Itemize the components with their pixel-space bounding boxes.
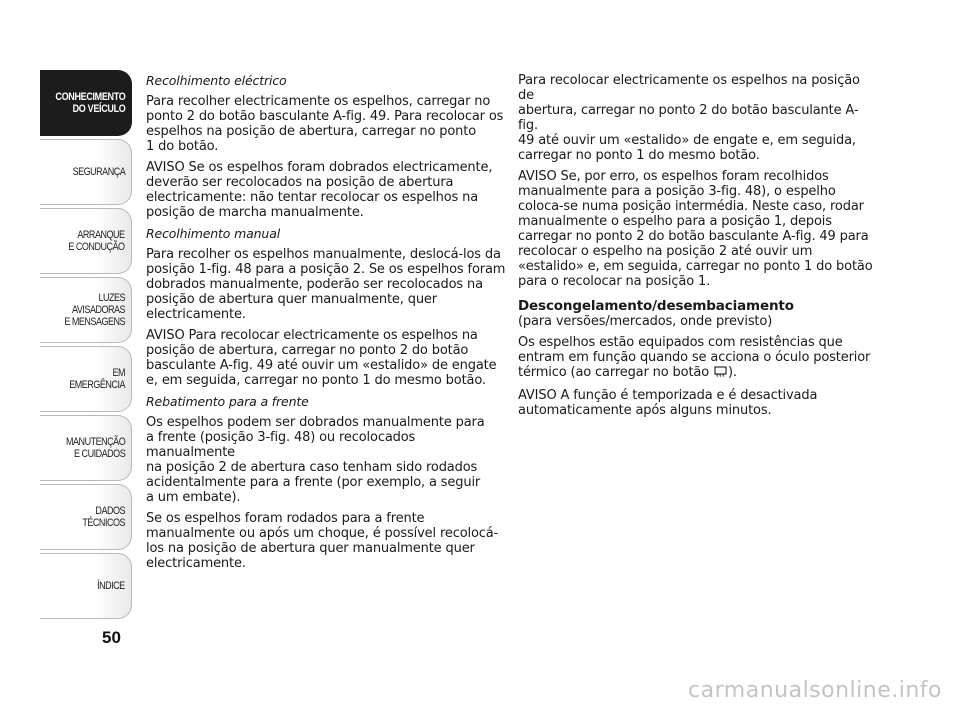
tab-label: MANUTENÇÃO E CUIDADOS (65, 436, 125, 460)
rear-defrost-icon (714, 366, 727, 382)
tab-label: DADOS TÉCNICOS (82, 505, 125, 529)
paragraph-defrost (518, 335, 878, 382)
paragraph-text: ). (728, 365, 737, 380)
tab-label: CONHECIMENTO DO VEÍCULO (54, 91, 125, 115)
tab-dados-tecnicos[interactable] (40, 484, 132, 550)
page-number: 50 (102, 628, 121, 647)
tab-luzes-avisadoras[interactable] (40, 277, 132, 343)
warning-paragraph: AVISO Se os espelhos foram dobrados electricamente, deverão ser recolocados na posição de abertura electricamente: não tentar recolocar os espelhos na posição de marcha manualmente. (146, 160, 493, 220)
warning-paragraph: AVISO Para recolocar electricamente os espelhos na posição de abertura, carregar no ponto 2 do botão basculante A-fig. 49 até ouvir um «estalido» de engate e, em seguida, carregar no ponto 1 do mesmo botão. (146, 328, 497, 388)
tab-seguranca[interactable] (40, 139, 132, 205)
tab-label: ARRANQUE E CONDUÇÃO (68, 229, 125, 253)
tab-label: ÍNDICE (97, 580, 125, 592)
paragraph: Para recolher electricamente os espelhos, carregar no ponto 2 do botão basculante A-fig. 49. Para recolocar os espelhos na posição de abertura, carregar no ponto 1 do botão. (146, 94, 504, 154)
section-heading: Descongelamento/desembaciamento (518, 298, 794, 314)
tab-em-emergencia[interactable] (40, 346, 132, 412)
tab-label: SEGURANÇA (72, 166, 125, 178)
warning-paragraph: AVISO A função é temporizada e é desactivada automaticamente após alguns minutos. (518, 388, 818, 418)
subheading-recolhimento-electrico: Recolhimento eléctrico (146, 73, 287, 88)
warning-paragraph: AVISO Se, por erro, os espelhos foram recolhidos manualmente para a posição 3-fig. 48), o espelho coloca-se numa posição intermédia. Neste caso, rodar manualmente o espelho para a posição 1, depois carregar no ponto 2 do botão basculante A-fig. 49 para recolocar o espelho na posição 2 até ouvir um «estalido» e, em seguida, carregar no ponto 1 do botão para o recolocar na posição 1. (518, 169, 873, 289)
paragraph: Se os espelhos foram rodados para a frente manualmente ou após um choque, é possível recolocá- los na posição de abertura quer manualmente quer electricamente. (146, 511, 499, 571)
tab-manutencao-e-cuidados[interactable] (40, 415, 132, 481)
tab-label: EM EMERGÊNCIA (69, 367, 125, 391)
paragraph: Para recolocar electricamente os espelhos na posição de abertura, carregar no ponto 2 do botão basculante A-fig. 49 até ouvir um «estalido» de engate e, em seguida, carregar no ponto 1 do mesmo botão. (518, 73, 860, 163)
subheading-recolhimento-manual: Recolhimento manual (146, 226, 281, 241)
paragraph: Para recolher os espelhos manualmente, deslocá-los da posição 1-fig. 48 para a posição 2. Se os espelhos foram dobrados manualmente, poderão ser recolocados na posição de abertura quer manualmente, quer electricamente. (146, 247, 506, 322)
subheading-rebatimento: Rebatimento para a frente (146, 394, 309, 409)
paragraph-text: Os espelhos estão equipados com resistências que entram em função quando se acciona o óculo posterior térmico (ao carregar no botão (518, 335, 871, 380)
tab-label: LUZES AVISADORAS E MENSAGENS (64, 292, 125, 328)
section-note: (para versões/mercados, onde previsto) (518, 314, 773, 329)
tab-arranque-e-conducao[interactable] (40, 208, 132, 274)
tab-indice[interactable] (40, 553, 132, 619)
tab-conhecimento-do-veiculo[interactable] (40, 70, 132, 136)
paragraph: Os espelhos podem ser dobrados manualmente para a frente (posição 3-fig. 48) ou recolocados manualmente na posição 2 de abertura caso tenham sido rodados acidentalmente para a frente (por exemplo, a seguir a um embate). (146, 415, 485, 505)
watermark: carmanualsonline.info (688, 678, 942, 703)
left-column (146, 73, 506, 577)
right-column (518, 73, 878, 424)
